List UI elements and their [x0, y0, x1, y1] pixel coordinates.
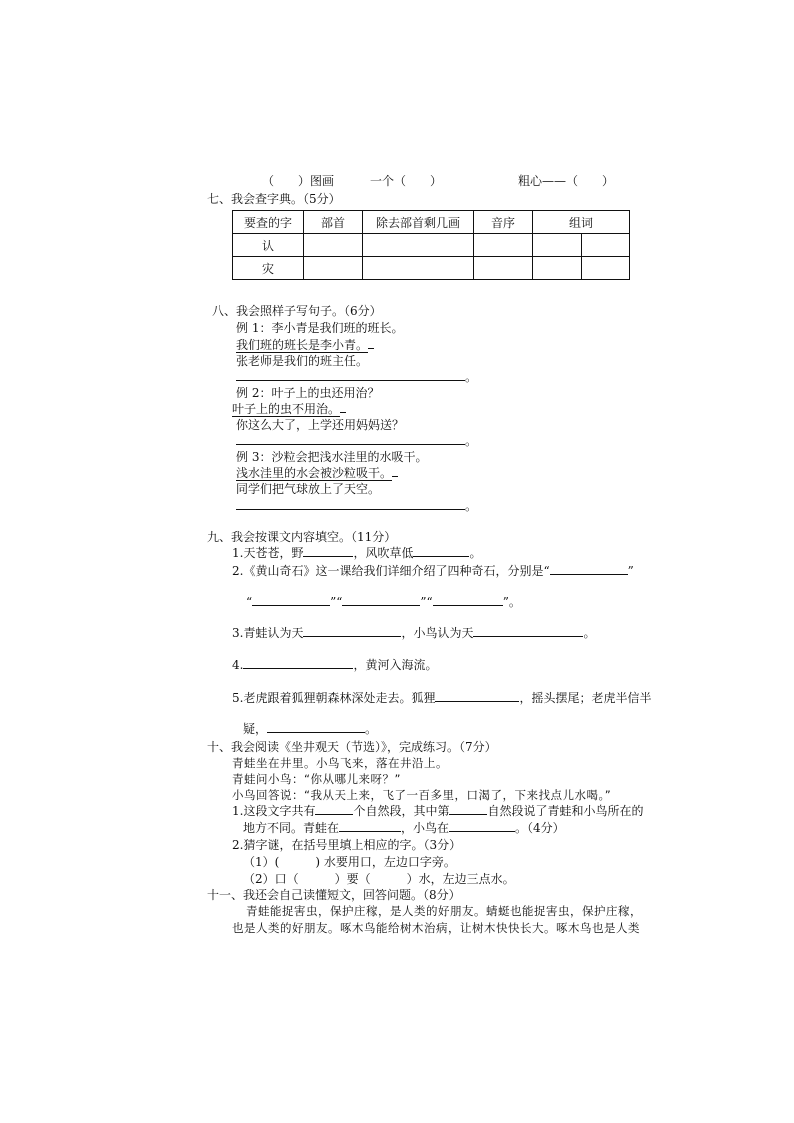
table-cell: 认 [233, 234, 304, 257]
q10-blank-paragraph-count[interactable] [315, 802, 353, 815]
table-header: 组词 [533, 211, 630, 234]
dictionary-table [232, 210, 630, 280]
q9-blank-1[interactable] [303, 544, 353, 557]
q10-passage-1: 青蛙坐在井里。小鸟飞来，落在井沿上。 [232, 756, 448, 770]
table-cell[interactable] [533, 234, 582, 257]
q8-task-3: 同学们把气球放上了天空。 [236, 482, 381, 496]
table-cell[interactable] [363, 234, 474, 257]
q11-title: 十一、我还会自己读懂短文，回答问题。（8分） [207, 888, 461, 902]
q9-blank-frog[interactable] [303, 624, 401, 637]
q9-blank-stone-3[interactable] [342, 593, 420, 606]
q8-answer-line-2[interactable] [236, 432, 465, 445]
q9-blank-poem[interactable] [243, 656, 353, 669]
table-cell[interactable] [304, 234, 363, 257]
q11-passage-line-2: 也是人类的好朋友。啄木鸟能给树木治病，让树木快快长大。啄木鸟也是人类 [232, 921, 640, 935]
q8-answer-line-3[interactable] [236, 497, 465, 510]
q10-passage-3: 小鸟回答说：“我从天上来，飞了一百多里，口渴了，下来找点儿水喝。” [232, 788, 612, 802]
q10-passage-2: 青蛙问小鸟：“你从哪儿来呀？” [232, 772, 401, 786]
q8-example-3-answer: 浅水洼里的水会被沙粒吸干。 [236, 466, 393, 480]
table-header: 部首 [304, 211, 363, 234]
q11-passage-line-1: 青蛙能捉害虫，保护庄稼，是人类的好朋友。蜻蜓也能捉害虫，保护庄稼， [246, 904, 642, 918]
table-cell[interactable] [581, 234, 630, 257]
q8-example-2-answer: 叶子上的虫不用治。 [232, 402, 341, 416]
q8-example-2: 例 2：叶子上的虫还用治？ [236, 386, 380, 400]
q10-title: 十、我会阅读《坐井观天（节选）》，完成练习。（7分） [207, 740, 497, 754]
q9-title: 九、我会按课文内容填空。（11分） [207, 530, 397, 544]
top-row-item-3: 粗心——（ ） [518, 174, 615, 188]
q8-title: 八、我会照样子写句子。（6分） [212, 304, 382, 318]
table-cell[interactable] [363, 257, 474, 280]
table-cell[interactable] [533, 257, 582, 280]
q8-task-2: 你这么大了，上学还用妈妈送？ [236, 418, 405, 432]
q8-answer-line-1[interactable] [236, 368, 465, 381]
q10-blank-bird-place[interactable] [449, 819, 515, 832]
table-header: 音序 [474, 211, 533, 234]
q10-blank-paragraph-index[interactable] [449, 802, 487, 815]
top-row-item-1: （ ）图画 [262, 174, 335, 188]
table-cell[interactable] [581, 257, 630, 280]
q9-blank-stone-2[interactable] [252, 593, 330, 606]
q8-example-3: 例 3：沙粒会把浅水洼里的水吸干。 [236, 450, 428, 464]
q8-example-1: 例 1：李小青是我们班的班长。 [236, 321, 404, 335]
q7-title: 七、我会查字典。（5分） [207, 192, 341, 206]
q10-subquestion-2: 2.猜字谜，在括号里填上相应的字。（3分） [232, 838, 462, 852]
q9-blank-fox[interactable] [435, 689, 519, 702]
table-header: 要查的字 [233, 211, 304, 234]
q8-task-1: 张老师是我们的班主任。 [236, 354, 369, 368]
q10-riddle-2: （2）口（ ）要（ ）水，左边三点水。 [243, 872, 515, 886]
table-header: 除去部首剩几画 [363, 211, 474, 234]
q9-blank-2[interactable] [413, 544, 469, 557]
table-cell[interactable] [304, 257, 363, 280]
table-cell[interactable] [474, 234, 533, 257]
table-cell: 灾 [233, 257, 304, 280]
q9-blank-bird[interactable] [473, 624, 583, 637]
q10-riddle-1: （1）( ) 水要用口，左边口字旁。 [243, 855, 456, 869]
q9-blank-stone-1[interactable] [550, 562, 628, 575]
q9-blank-stone-4[interactable] [433, 593, 503, 606]
q10-blank-frog-place[interactable] [339, 819, 401, 832]
table-cell[interactable] [474, 257, 533, 280]
q9-blank-tiger[interactable] [267, 720, 365, 733]
q8-example-1-answer: 我们班的班长是李小青。 [236, 338, 369, 352]
top-row-item-2: 一个（ ） [370, 174, 443, 188]
